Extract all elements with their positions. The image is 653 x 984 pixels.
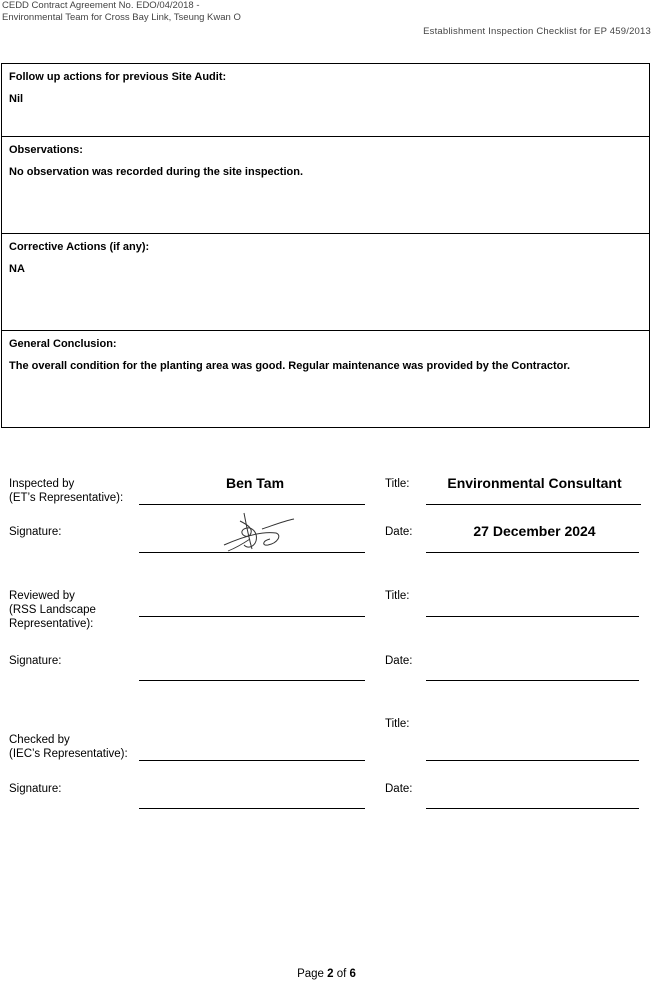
section-body: The overall condition for the planting area was good. Regular maintenance was provided by the Contractor. bbox=[9, 360, 571, 372]
contract-number: CEDD Contract Agreement No. EDO/04/2018 - bbox=[2, 0, 200, 11]
current-page-number: 2 bbox=[327, 968, 334, 980]
page-footer bbox=[0, 968, 653, 980]
inspector-signature-line bbox=[139, 552, 365, 553]
section-title: Follow up actions for previous Site Audit: bbox=[9, 71, 227, 83]
reviewed-by-role-1: (RSS Landscape bbox=[9, 604, 96, 616]
total-page-count: 6 bbox=[349, 968, 356, 980]
signature-label: Signature: bbox=[9, 783, 62, 795]
page-word: Page bbox=[297, 968, 324, 980]
date-label: Date: bbox=[385, 655, 413, 667]
section-body: NA bbox=[9, 263, 25, 275]
inspector-name: Ben Tam bbox=[225, 475, 285, 491]
checklist-title: Establishment Inspection Checklist for EP 459/2013 bbox=[423, 26, 651, 37]
inspected-by-label bbox=[9, 477, 123, 505]
of-word: of bbox=[336, 968, 347, 980]
inspected-by-text: Inspected by bbox=[9, 478, 75, 490]
section-observations bbox=[2, 137, 649, 234]
section-title: Observations: bbox=[9, 144, 83, 156]
section-body: No observation was recorded during the site inspection. bbox=[9, 166, 303, 178]
title-label: Title: bbox=[385, 718, 410, 730]
reviewer-signature-line bbox=[139, 680, 365, 681]
date-label: Date: bbox=[385, 526, 413, 538]
checked-by-role: (IEC’s Representative): bbox=[9, 748, 128, 760]
signature-label: Signature: bbox=[9, 526, 62, 538]
inspection-date-line bbox=[426, 552, 639, 553]
contract-team: Environmental Team for Cross Bay Link, Tseung Kwan O bbox=[2, 12, 241, 23]
title-label: Title: bbox=[385, 478, 410, 490]
section-general-conclusion bbox=[2, 331, 649, 427]
checker-title-line bbox=[426, 760, 639, 761]
checker-name-line bbox=[139, 760, 365, 761]
section-follow-up bbox=[2, 64, 649, 137]
reviewer-title-line bbox=[426, 616, 639, 617]
section-title: Corrective Actions (if any): bbox=[9, 241, 150, 253]
checked-by-label bbox=[9, 733, 128, 761]
reviewed-by-label bbox=[9, 589, 96, 631]
reviewer-date-line bbox=[426, 680, 639, 681]
inspection-date: 27 December 2024 bbox=[473, 523, 596, 539]
checker-date-line bbox=[426, 808, 639, 809]
checked-by-text: Checked by bbox=[9, 734, 70, 746]
section-corrective-actions bbox=[2, 234, 649, 331]
section-title: General Conclusion: bbox=[9, 338, 117, 350]
signature-label: Signature: bbox=[9, 655, 62, 667]
inspected-by-role: (ET’s Representative): bbox=[9, 492, 124, 504]
checker-signature-line bbox=[139, 808, 365, 809]
inspection-summary-table bbox=[1, 63, 650, 428]
date-label: Date: bbox=[385, 783, 413, 795]
reviewed-by-role-2: Representative): bbox=[9, 618, 94, 630]
handwritten-signature bbox=[222, 509, 296, 555]
reviewed-by-text: Reviewed by bbox=[9, 590, 75, 602]
reviewer-name-line bbox=[139, 616, 365, 617]
document-header-left bbox=[2, 0, 241, 24]
section-body: Nil bbox=[9, 93, 24, 105]
inspector-title: Environmental Consultant bbox=[447, 475, 622, 491]
inspector-title-line bbox=[426, 504, 641, 505]
title-label: Title: bbox=[385, 590, 410, 602]
inspector-name-line bbox=[139, 504, 365, 505]
